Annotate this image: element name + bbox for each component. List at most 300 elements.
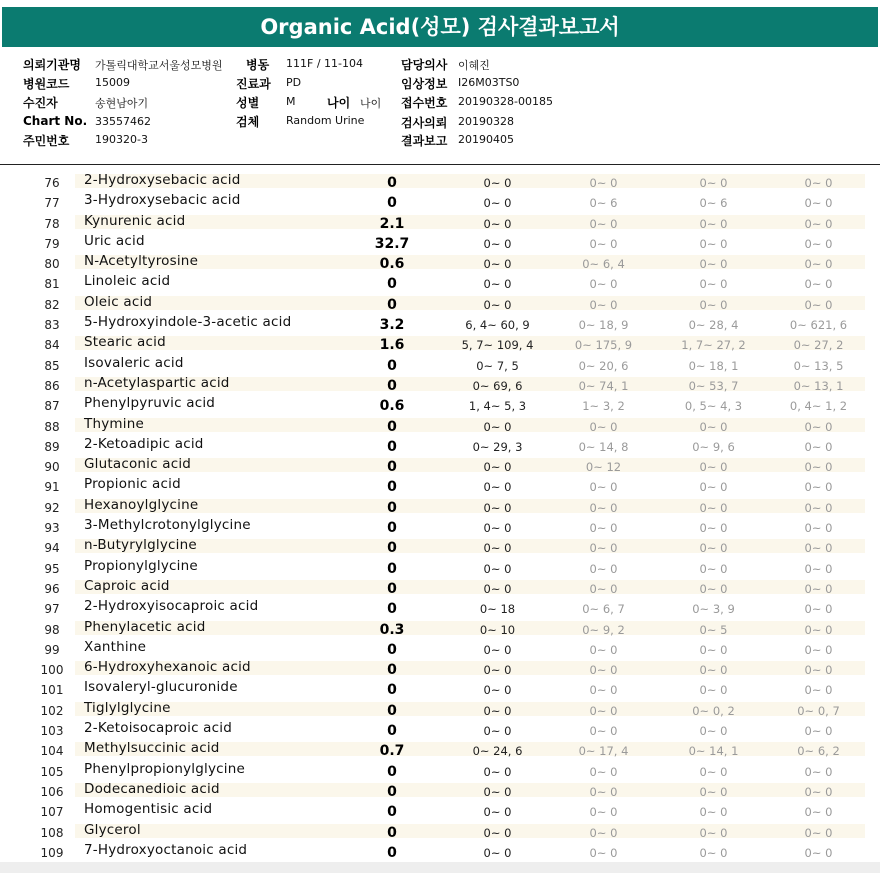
reference-range-4: 0~ 0	[804, 419, 833, 434]
result-value: 0	[387, 682, 397, 699]
row-number: 88	[44, 419, 60, 434]
reference-range-4: 0~ 6, 2	[797, 744, 840, 759]
reference-range: 0~ 0	[483, 480, 512, 495]
analyte-name: 3-Hydroxysebacic acid	[84, 192, 241, 209]
reference-range-3: 0~ 0	[699, 764, 728, 779]
age-value: 나이	[360, 97, 382, 110]
result-value: 0	[387, 783, 397, 800]
reference-range: 0~ 29, 3	[472, 439, 523, 454]
reference-range-4: 0~ 0	[804, 297, 833, 312]
table-row	[0, 598, 880, 618]
report-header	[0, 50, 880, 165]
reference-range-4: 0~ 0	[804, 663, 833, 678]
reference-range-3: 0~ 0	[699, 663, 728, 678]
reference-range: 0~ 0	[483, 805, 512, 820]
age-label: 나이	[327, 96, 351, 110]
table-row	[0, 395, 880, 415]
analyte-name: Glutaconic acid	[84, 456, 192, 473]
reference-range-2: 0~ 0	[589, 176, 618, 190]
reference-range-2: 0~ 0	[589, 642, 618, 657]
reference-range-4: 0~ 0	[804, 784, 833, 799]
row-number: 105	[40, 764, 64, 779]
table-row	[0, 192, 880, 212]
result-value: 0	[387, 702, 397, 719]
result-value: 0	[387, 804, 397, 821]
result-value: 0.6	[379, 398, 405, 415]
row-number: 108	[40, 825, 64, 840]
reference-range-4: 0~ 0	[804, 622, 833, 637]
reference-range-4: 0~ 0	[804, 845, 833, 860]
sex-value: M	[286, 95, 296, 108]
table-row	[0, 578, 880, 598]
department-value: PD	[286, 76, 302, 89]
specimen-value: Random Urine	[286, 114, 365, 127]
clinical-info-value: I26M03TS0	[458, 76, 520, 89]
analyte-name: Oleic acid	[84, 293, 153, 310]
reference-range-3: 0~ 0	[699, 500, 728, 515]
reference-range-3: 0~ 0	[699, 297, 728, 312]
reference-range-2: 0~ 0	[589, 581, 618, 596]
reference-range: 0~ 0	[483, 561, 512, 576]
reference-range-3: 0~ 53, 7	[688, 378, 739, 393]
table-row	[0, 416, 880, 436]
result-value: 0	[387, 723, 397, 740]
reference-range-3: 0~ 0	[699, 825, 728, 840]
table-row	[0, 700, 880, 720]
row-number: 81	[44, 277, 60, 292]
table-row	[0, 801, 880, 821]
reference-range-2: 0~ 0	[589, 236, 618, 251]
result-value: 1.6	[379, 337, 405, 354]
analyte-name: n-Acetylaspartic acid	[84, 374, 230, 391]
reference-range: 6, 4~ 60, 9	[465, 318, 530, 333]
result-value: 0	[387, 580, 397, 597]
reference-range-3: 0~ 0	[699, 683, 728, 698]
result-value: 0	[387, 844, 397, 861]
reference-range-4: 0~ 13, 1	[793, 378, 844, 393]
row-number: 79	[44, 236, 60, 251]
reference-range-2: 0~ 0	[589, 825, 618, 840]
report-label: 결과보고	[401, 134, 448, 148]
reference-range-2: 0~ 9, 2	[582, 622, 625, 637]
specimen-label: 검체	[236, 115, 260, 129]
reference-range-3: 0~ 0	[699, 236, 728, 251]
reference-range-4: 0, 4~ 1, 2	[789, 399, 848, 414]
reference-range-4: 0~ 0	[804, 500, 833, 515]
analyte-name: Tiglylglycine	[84, 699, 171, 716]
reference-range-4: 0~ 0	[804, 825, 833, 840]
reference-range-3: 0~ 0	[699, 480, 728, 495]
reference-range-3: 0~ 0	[699, 541, 728, 556]
reference-range-3: 0~ 9, 6	[692, 439, 735, 454]
reference-range: 0~ 10	[479, 622, 516, 637]
analyte-name: 2-Hydroxysebacic acid	[84, 172, 241, 188]
row-number: 109	[40, 845, 64, 860]
reference-range-2: 0~ 0	[589, 521, 618, 536]
result-value: 0	[387, 377, 397, 394]
row-number: 93	[44, 521, 60, 536]
reference-range-4: 0~ 0	[804, 642, 833, 657]
reference-range-3: 0~ 3, 9	[692, 602, 735, 617]
table-row	[0, 436, 880, 456]
reference-range-3: 0~ 0	[699, 581, 728, 596]
table-row	[0, 334, 880, 354]
reference-range: 0~ 0	[483, 663, 512, 678]
table-row	[0, 517, 880, 537]
reference-range: 0~ 0	[483, 724, 512, 739]
reference-range-4: 0~ 0	[804, 460, 833, 475]
row-number: 92	[44, 500, 60, 515]
reference-range-2: 0~ 12	[585, 460, 622, 475]
table-row	[0, 314, 880, 334]
sex-label: 성별	[236, 96, 260, 110]
result-value: 0	[387, 459, 397, 476]
analyte-name: Hexanoylglycine	[84, 496, 199, 513]
reference-range-4: 0~ 0	[804, 541, 833, 556]
reference-range-2: 0~ 0	[589, 297, 618, 312]
table-row	[0, 740, 880, 760]
reference-range-2: 0~ 0	[589, 480, 618, 495]
header-divider	[0, 164, 880, 165]
reference-range-4: 0~ 0	[804, 724, 833, 739]
reference-range-4: 0~ 0	[804, 216, 833, 231]
reference-range-4: 0~ 0	[804, 439, 833, 454]
row-number: 90	[44, 460, 60, 475]
reference-range: 0~ 0	[483, 642, 512, 657]
row-number: 94	[44, 541, 60, 556]
reference-range-4: 0~ 0	[804, 480, 833, 495]
row-number: 95	[44, 561, 60, 576]
reference-range: 0~ 0	[483, 703, 512, 718]
result-value: 0	[387, 560, 397, 577]
patient-label: 수진자	[23, 96, 58, 110]
analyte-name: Isovaleric acid	[84, 354, 184, 371]
reference-range-3: 0~ 0	[699, 277, 728, 292]
reference-range: 5, 7~ 109, 4	[461, 338, 534, 353]
result-value: 0	[387, 763, 397, 780]
analyte-name: Uric acid	[84, 232, 145, 249]
reference-range-2: 0~ 18, 9	[578, 318, 629, 333]
reference-range-3: 1, 7~ 27, 2	[681, 338, 746, 353]
table-row	[0, 558, 880, 578]
analyte-name: 6-Hydroxyhexanoic acid	[84, 659, 251, 676]
reference-range: 0~ 7, 5	[476, 358, 519, 373]
table-row	[0, 679, 880, 699]
row-number: 107	[40, 805, 64, 820]
result-value: 2.1	[379, 215, 405, 232]
institution-value: 가톨릭대학교서울성모병원	[95, 59, 223, 72]
reference-range-2: 0~ 6	[589, 196, 618, 211]
reference-range-2: 0~ 0	[589, 724, 618, 739]
table-row	[0, 822, 880, 842]
reference-range-4: 0~ 0	[804, 236, 833, 251]
reference-range: 0~ 0	[483, 297, 512, 312]
row-number: 78	[44, 216, 60, 231]
reference-range-3: 0~ 0	[699, 642, 728, 657]
reference-range: 0~ 0	[483, 500, 512, 515]
reference-range: 0~ 0	[483, 277, 512, 292]
result-value: 0	[387, 662, 397, 679]
reference-range-3: 0, 5~ 4, 3	[684, 399, 743, 414]
reference-range-3: 0~ 0	[699, 419, 728, 434]
analyte-name: Isovaleryl-glucuronide	[84, 679, 238, 696]
reference-range-2: 0~ 175, 9	[574, 338, 633, 353]
reference-range-3: 0~ 5	[699, 622, 728, 637]
table-row	[0, 659, 880, 679]
report-date: 20190405	[458, 133, 514, 146]
analyte-name: n-Butyrylglycine	[84, 537, 197, 554]
reference-range-4: 0~ 13, 5	[793, 358, 844, 373]
analyte-name: Caproic acid	[84, 577, 170, 594]
result-value: 0.7	[379, 743, 405, 760]
reference-range-2: 0~ 0	[589, 541, 618, 556]
result-value: 0	[387, 175, 397, 191]
reference-range-3: 0~ 0	[699, 521, 728, 536]
reference-range-2: 0~ 0	[589, 216, 618, 231]
reference-range-4: 0~ 0	[804, 196, 833, 211]
row-number: 91	[44, 480, 60, 495]
results-table	[0, 172, 880, 862]
reference-range: 0~ 0	[483, 176, 512, 190]
analyte-name: Propionic acid	[84, 476, 181, 493]
table-row	[0, 375, 880, 395]
row-number: 80	[44, 257, 60, 272]
reference-range-2: 0~ 0	[589, 500, 618, 515]
result-value: 32.7	[374, 235, 410, 252]
department-label: 진료과	[236, 77, 271, 91]
request-date: 20190328	[458, 115, 514, 128]
table-row	[0, 355, 880, 375]
reference-range: 0~ 69, 6	[472, 378, 523, 393]
hospital-code-value: 15009	[95, 76, 130, 89]
patient-value: 송현남아기	[95, 97, 149, 110]
analyte-name: Glycerol	[84, 821, 141, 838]
reference-range: 0~ 0	[483, 521, 512, 536]
result-value: 0	[387, 601, 397, 618]
table-row	[0, 233, 880, 253]
reference-range: 0~ 0	[483, 216, 512, 231]
row-number: 99	[44, 642, 60, 657]
row-number: 97	[44, 602, 60, 617]
result-value: 0	[387, 641, 397, 658]
hospital-code-label: 병원코드	[23, 77, 70, 91]
reference-range-2: 0~ 20, 6	[578, 358, 629, 373]
reference-range-3: 0~ 0	[699, 561, 728, 576]
reference-range-4: 0~ 0	[804, 521, 833, 536]
reference-range-4: 0~ 0	[804, 683, 833, 698]
analyte-name: Thymine	[84, 415, 144, 432]
reference-range-2: 0~ 0	[589, 663, 618, 678]
reference-range: 0~ 24, 6	[472, 744, 523, 759]
table-row	[0, 720, 880, 740]
analyte-name: Xanthine	[84, 638, 147, 655]
reference-range-3: 0~ 0	[699, 216, 728, 231]
id-label: 주민번호	[23, 134, 70, 148]
reference-range-2: 1~ 3, 2	[582, 399, 625, 414]
reference-range-2: 0~ 0	[589, 683, 618, 698]
reference-range-2: 0~ 17, 4	[578, 744, 629, 759]
reference-range-3: 0~ 0	[699, 784, 728, 799]
reference-range: 0~ 0	[483, 825, 512, 840]
row-number: 98	[44, 622, 60, 637]
analyte-name: Phenylacetic acid	[84, 618, 206, 635]
doctor-label: 담당의사	[401, 58, 448, 72]
reference-range-4: 0~ 0	[804, 764, 833, 779]
result-value: 0	[387, 520, 397, 537]
reference-range-2: 0~ 14, 8	[578, 439, 629, 454]
reference-range: 0~ 0	[483, 581, 512, 596]
result-value: 0	[387, 479, 397, 496]
table-row	[0, 781, 880, 801]
table-row	[0, 253, 880, 273]
request-label: 검사의뢰	[401, 116, 448, 130]
analyte-name: 5-Hydroxyindole-3-acetic acid	[84, 314, 292, 331]
reference-range-3: 0~ 0	[699, 724, 728, 739]
reference-range-4: 0~ 621, 6	[789, 318, 848, 333]
analyte-name: 3-Methylcrotonylglycine	[84, 517, 251, 534]
table-row	[0, 294, 880, 314]
reference-range-3: 0~ 0	[699, 805, 728, 820]
analyte-name: Phenylpyruvic acid	[84, 395, 216, 412]
reference-range-3: 0~ 28, 4	[688, 318, 739, 333]
row-number: 76	[44, 176, 60, 190]
reference-range-3: 0~ 0, 2	[692, 703, 735, 718]
result-value: 0	[387, 418, 397, 435]
table-row	[0, 761, 880, 781]
reference-range: 0~ 0	[483, 257, 512, 272]
row-number: 106	[40, 784, 64, 799]
analyte-name: Homogentisic acid	[84, 801, 213, 818]
table-row	[0, 213, 880, 233]
reference-range-2: 0~ 0	[589, 784, 618, 799]
reference-range-2: 0~ 6, 7	[582, 602, 625, 617]
analyte-name: Linoleic acid	[84, 273, 171, 290]
result-value: 3.2	[379, 317, 405, 334]
reference-range: 0~ 0	[483, 460, 512, 475]
ward-value: 111F / 11-104	[286, 57, 363, 70]
id-value: 190320-3	[95, 133, 148, 146]
analyte-name: Stearic acid	[84, 334, 166, 351]
table-row	[0, 476, 880, 496]
result-value: 0	[387, 296, 397, 313]
row-number: 103	[40, 724, 64, 739]
chart-label: Chart No.	[23, 114, 88, 128]
row-number: 100	[40, 663, 64, 678]
result-value: 0	[387, 540, 397, 557]
reference-range-3: 0~ 0	[699, 460, 728, 475]
reference-range-3: 0~ 0	[699, 845, 728, 860]
reference-range-2: 0~ 0	[589, 764, 618, 779]
reference-range: 0~ 0	[483, 236, 512, 251]
analyte-name: N-Acetyltyrosine	[84, 253, 199, 270]
analyte-name: Methylsuccinic acid	[84, 740, 220, 757]
table-row	[0, 842, 880, 862]
reference-range-4: 0~ 0	[804, 257, 833, 272]
row-number: 84	[44, 338, 60, 353]
reference-range-4: 0~ 0	[804, 602, 833, 617]
table-row	[0, 456, 880, 476]
result-value: 0	[387, 195, 397, 212]
reference-range-4: 0~ 0, 7	[797, 703, 840, 718]
reference-range: 0~ 0	[483, 196, 512, 211]
table-row	[0, 619, 880, 639]
table-row	[0, 497, 880, 517]
reference-range-4: 0~ 0	[804, 561, 833, 576]
result-value: 0	[387, 438, 397, 455]
row-number: 102	[40, 703, 64, 718]
reference-range: 1, 4~ 5, 3	[468, 399, 527, 414]
reference-range-2: 0~ 0	[589, 561, 618, 576]
reference-range-2: 0~ 6, 4	[582, 257, 625, 272]
row-number: 96	[44, 581, 60, 596]
reference-range: 0~ 0	[483, 419, 512, 434]
reference-range: 0~ 0	[483, 784, 512, 799]
doctor-value: 이혜진	[458, 59, 490, 72]
reference-range-3: 0~ 0	[699, 257, 728, 272]
reference-range-4: 0~ 0	[804, 805, 833, 820]
ward-label: 병동	[246, 58, 270, 72]
reference-range-2: 0~ 0	[589, 703, 618, 718]
result-value: 0.3	[379, 621, 405, 638]
analyte-name: 2-Ketoisocaproic acid	[84, 720, 232, 737]
analyte-name: Dodecanedioic acid	[84, 780, 220, 797]
reference-range-2: 0~ 0	[589, 277, 618, 292]
result-value: 0	[387, 357, 397, 374]
reference-range: 0~ 0	[483, 683, 512, 698]
table-row	[0, 172, 880, 192]
row-number: 83	[44, 318, 60, 333]
analyte-name: 2-Ketoadipic acid	[84, 435, 204, 452]
reference-range-4: 0~ 27, 2	[793, 338, 844, 353]
table-row	[0, 273, 880, 293]
reference-range: 0~ 0	[483, 541, 512, 556]
reference-range-2: 0~ 0	[589, 419, 618, 434]
reference-range-2: 0~ 74, 1	[578, 378, 629, 393]
reference-range: 0~ 0	[483, 845, 512, 860]
clinical-info-label: 임상정보	[401, 77, 448, 91]
row-number: 104	[40, 744, 64, 759]
accession-value: 20190328-00185	[458, 95, 553, 108]
reference-range-4: 0~ 0	[804, 176, 833, 190]
table-row	[0, 639, 880, 659]
reference-range-2: 0~ 0	[589, 845, 618, 860]
analyte-name: Kynurenic acid	[84, 212, 186, 229]
reference-range-4: 0~ 0	[804, 277, 833, 292]
reference-range-4: 0~ 0	[804, 581, 833, 596]
row-number: 89	[44, 439, 60, 454]
row-number: 82	[44, 297, 60, 312]
row-number: 77	[44, 196, 60, 211]
top-edge	[0, 0, 880, 5]
row-number: 87	[44, 399, 60, 414]
reference-range: 0~ 0	[483, 764, 512, 779]
row-number: 85	[44, 358, 60, 373]
table-row	[0, 537, 880, 557]
analyte-name: 2-Hydroxyisocaproic acid	[84, 598, 259, 615]
institution-label: 의뢰기관명	[23, 58, 81, 72]
result-value: 0.6	[379, 256, 405, 273]
bottom-edge	[0, 862, 880, 873]
reference-range-3: 0~ 14, 1	[688, 744, 739, 759]
reference-range-3: 0~ 6	[699, 196, 728, 211]
accession-label: 접수번호	[401, 96, 448, 110]
row-number: 101	[40, 683, 64, 698]
reference-range-2: 0~ 0	[589, 805, 618, 820]
reference-range-3: 0~ 18, 1	[688, 358, 739, 373]
analyte-name: Propionylglycine	[84, 557, 198, 574]
analyte-name: Phenylpropionylglycine	[84, 760, 246, 777]
row-number: 86	[44, 378, 60, 393]
